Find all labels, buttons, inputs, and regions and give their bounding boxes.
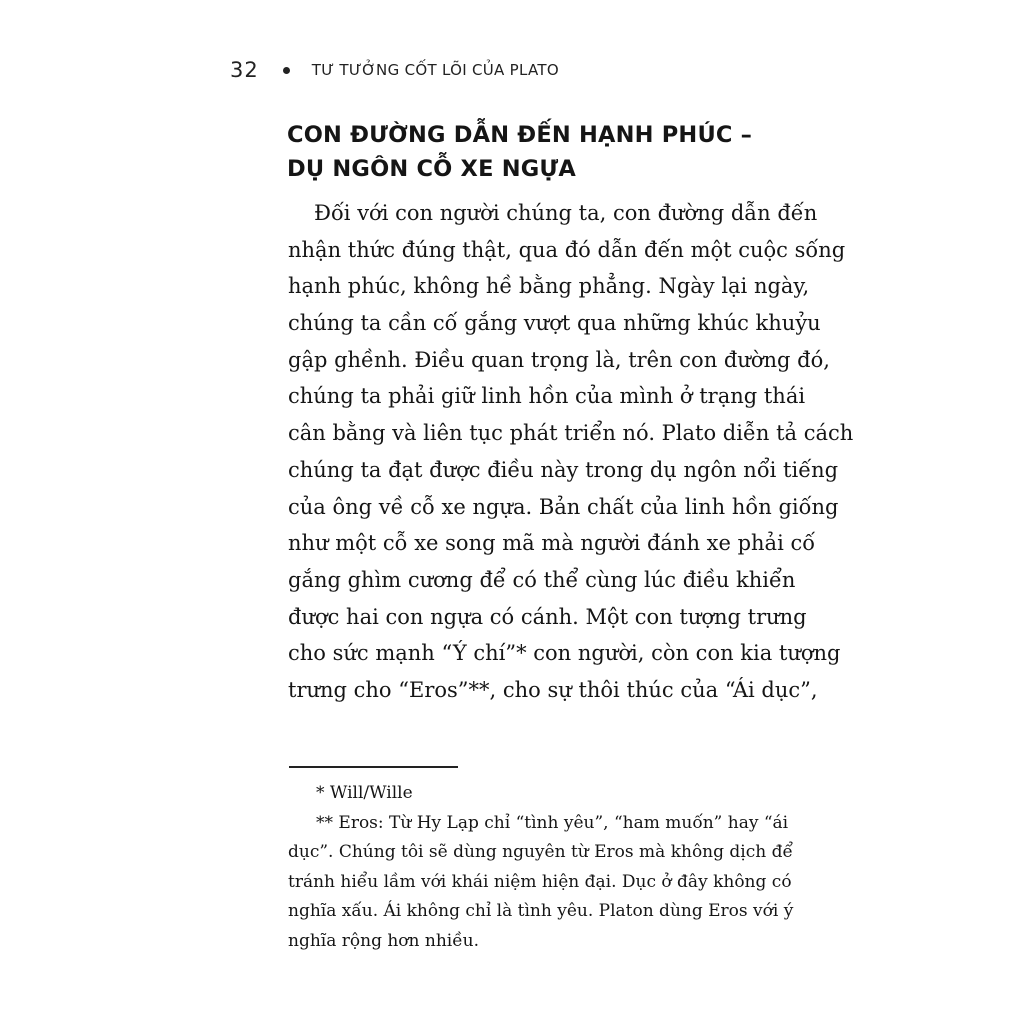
- body-line: Đối với con người chúng ta, con đường dẫn đến: [314, 201, 818, 225]
- running-header: [230, 58, 559, 82]
- footnote-will: * Will/Wille: [316, 783, 413, 803]
- footnote-line: tránh hiểu lầm với khái niệm hiện đại. Dục ở đây không có: [288, 871, 792, 892]
- bullet-separator: [283, 67, 290, 74]
- footnote-divider: [289, 766, 458, 768]
- footnote-line: nghĩa rộng hơn nhiều.: [288, 930, 480, 951]
- body-line: chúng ta cần cố gắng vượt qua những khúc khuỷu: [288, 311, 821, 336]
- body-line: gập ghềnh. Điều quan trọng là, trên con đường đó,: [288, 347, 830, 372]
- footnote-eros: ** Eros: Từ Hy Lạp chỉ “tình yêu”, “ham muốn” hay “ái: [316, 812, 789, 833]
- body-line: cân bằng và liên tục phát triển nó. Plato diễn tả cách: [288, 421, 854, 446]
- body-line: chúng ta đạt được điều này trong dụ ngôn nổi tiếng: [288, 457, 839, 482]
- body-line: được hai con ngựa có cánh. Một con tượng trưng: [288, 604, 807, 629]
- body-line: trưng cho “Eros”**, cho sự thôi thúc của “Ái dục”,: [288, 677, 818, 702]
- footnote-line: dục”. Chúng tôi sẽ dùng nguyên từ Eros mà không dịch để: [288, 842, 793, 862]
- body-line: như một cỗ xe song mã mà người đánh xe phải cố: [288, 531, 816, 556]
- body-line: hạnh phúc, không hề bằng phẳng. Ngày lại ngày,: [288, 274, 810, 299]
- body-line: nhận thức đúng thật, qua đó dẫn đến một cuộc sống: [288, 237, 846, 262]
- body-paragraph: [288, 195, 853, 709]
- heading-line: CON ĐƯỜNG DẪN ĐẾN HẠNH PHÚC –: [287, 122, 753, 148]
- heading-line: DỤ NGÔN CỖ XE NGỰA: [287, 156, 577, 182]
- body-line: chúng ta phải giữ linh hồn của mình ở trạng thái: [288, 384, 806, 409]
- footnote-line: nghĩa xấu. Ái không chỉ là tình yêu. Platon dùng Eros với ý: [288, 901, 794, 921]
- book-title: TƯ TƯỞNG CỐT LÕI CỦA PLATO: [311, 61, 559, 79]
- footnotes: [288, 779, 793, 956]
- body-line: gắng ghìm cương để có thể cùng lúc điều khiển: [288, 567, 796, 592]
- section-heading: [287, 118, 752, 186]
- body-line: của ông về cỗ xe ngựa. Bản chất của linh hồn giống: [288, 494, 839, 519]
- body-line: cho sức mạnh “Ý chí”* con người, còn con kia tượng: [288, 641, 841, 666]
- page-number: 32: [230, 58, 259, 82]
